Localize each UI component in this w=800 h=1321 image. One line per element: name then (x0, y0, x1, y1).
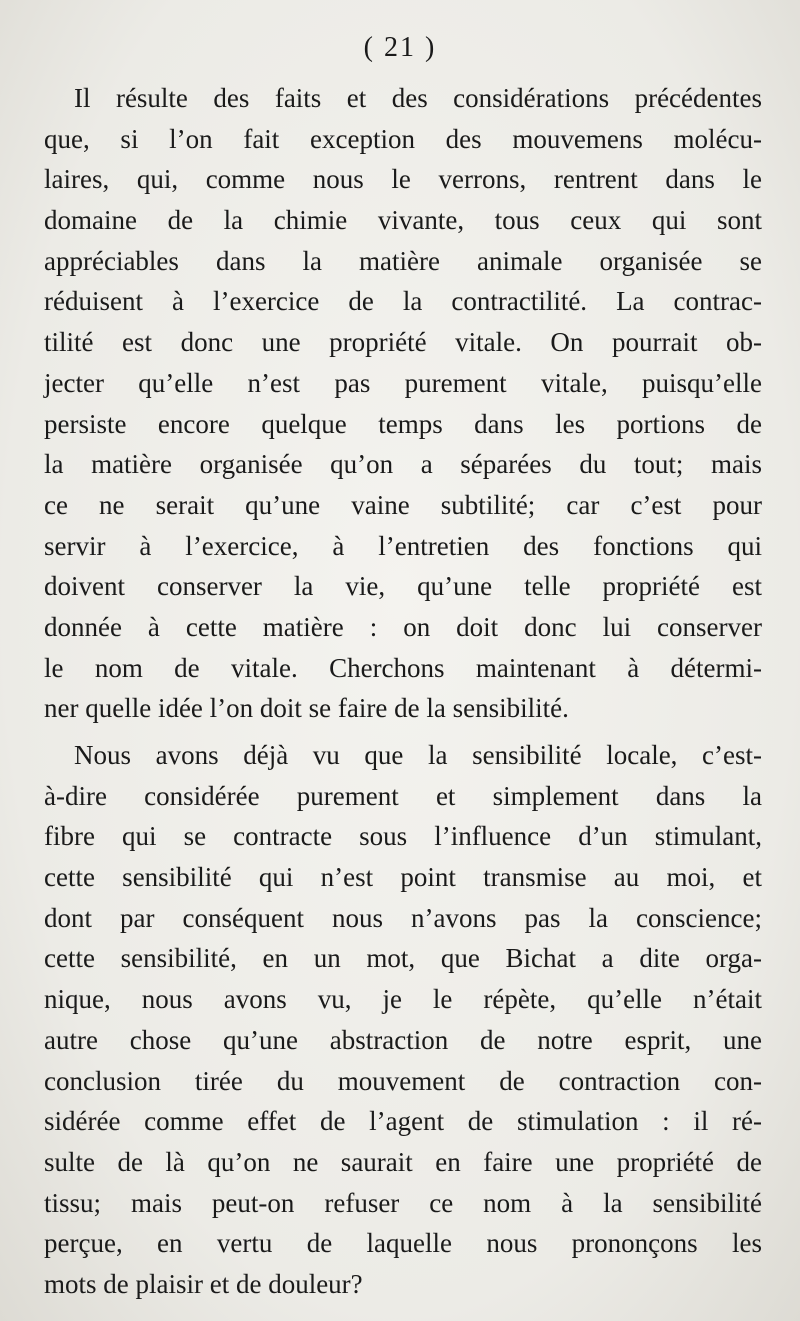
text-line: dont par conséquent nous n’avons pas la conscience; (44, 902, 762, 933)
text-line: sidérée comme effet de l’agent de stimulation : il ré- (44, 1106, 762, 1137)
text-line: jecter qu’elle n’est pas purement vitale, puisqu’elle (44, 367, 762, 398)
text-line: servir à l’exercice, à l’entretien des fonctions qui (44, 530, 762, 561)
text-line: ce ne serait qu’une vaine subtilité; car c’est pour (44, 489, 762, 520)
text-line: le nom de vitale. Cherchons maintenant à détermi- (44, 652, 762, 683)
text-line: laires, qui, comme nous le verrons, rentrent dans le (44, 164, 762, 195)
text-line: tissu; mais peut-on refuser ce nom à la sensibilité (44, 1187, 762, 1218)
text-line: conclusion tirée du mouvement de contraction con- (44, 1065, 762, 1096)
text-line: mots de plaisir et de douleur? (44, 1268, 363, 1299)
text-line: Nous avons déjà vu que la sensibilité locale, c’est- (74, 740, 762, 770)
text-line: fibre qui se contracte sous l’influence d’un stimulant, (44, 821, 762, 852)
text-line: doivent conserver la vie, qu’une telle propriété est (44, 571, 762, 602)
text-line: appréciables dans la matière animale organisée se (44, 245, 762, 276)
text-line: perçue, en vertu de laquelle nous prononçons les (44, 1228, 762, 1259)
text-line: cette sensibilité qui n’est point transmise au moi, et (44, 862, 762, 893)
paragraph-2 (44, 735, 762, 1305)
text-line: domaine de la chimie vivante, tous ceux qui sont (44, 205, 762, 236)
page-number: ( 21 ) (363, 32, 437, 63)
body-text (44, 78, 762, 1305)
text-line: ner quelle idée l’on doit se faire de la sensibilité. (44, 693, 569, 724)
text-line: persiste encore quelque temps dans les portions de (44, 408, 762, 439)
text-line: sulte de là qu’on ne saurait en faire une propriété de (44, 1146, 762, 1177)
text-line: que, si l’on fait exception des mouvemens molécu- (44, 123, 762, 154)
text-line: donnée à cette matière : on doit donc lui conserver (44, 611, 762, 642)
text-line: la matière organisée qu’on a séparées du tout; mais (44, 449, 762, 480)
paragraph-1 (44, 78, 762, 729)
text-line: réduisent à l’exercice de la contractilité. La contrac- (44, 286, 762, 317)
text-line: tilité est donc une propriété vitale. On pourrait ob- (44, 327, 762, 358)
text-line: Il résulte des faits et des considérations précédentes (74, 83, 762, 113)
text-line: autre chose qu’une abstraction de notre esprit, une (44, 1024, 762, 1055)
text-line: cette sensibilité, en un mot, que Bichat a dite orga- (44, 943, 762, 974)
text-line: à-dire considérée purement et simplement dans la (44, 780, 762, 811)
text-line: nique, nous avons vu, je le répète, qu’elle n’était (44, 984, 762, 1015)
